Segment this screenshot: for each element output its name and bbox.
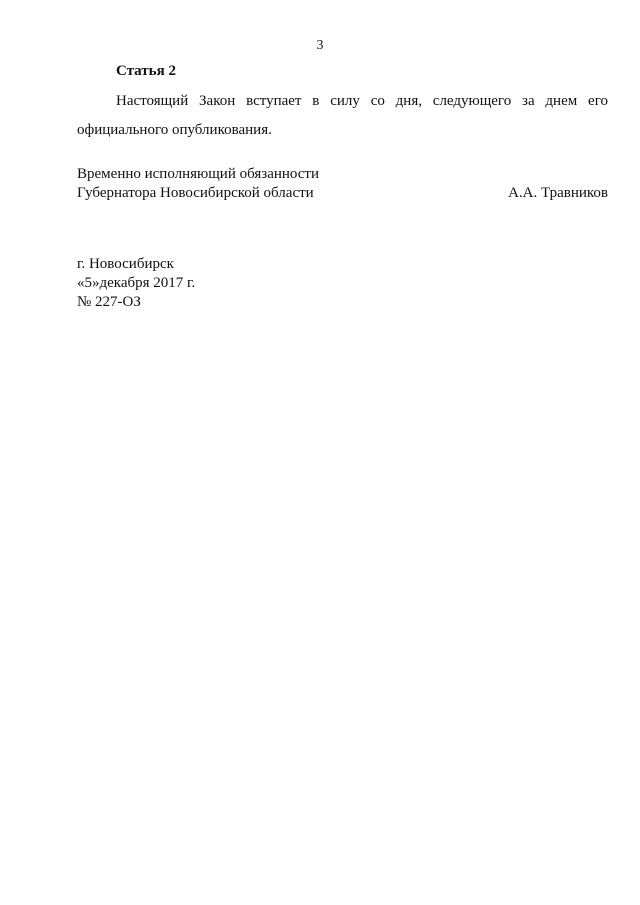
page-number: 3 xyxy=(316,38,324,53)
signatory-title-line-2: Губернатора Новосибирской области xyxy=(77,185,314,201)
signature-row xyxy=(77,184,608,203)
place-date-number-block xyxy=(77,255,195,312)
signatory-title-line-1: Временно исполняющий обязанности xyxy=(77,166,320,182)
signature-block xyxy=(77,165,608,203)
city: г. Новосибирск xyxy=(77,256,174,272)
signatory-name: А.А. Травников xyxy=(508,185,608,201)
law-date: «5»декабря 2017 г. xyxy=(77,275,196,291)
article-heading: Статья 2 xyxy=(116,63,176,79)
law-number: № 227-ОЗ xyxy=(77,294,141,310)
article-text: Настоящий Закон вступает в силу со дня, следующего за днем его официального опубликования. xyxy=(77,93,608,138)
